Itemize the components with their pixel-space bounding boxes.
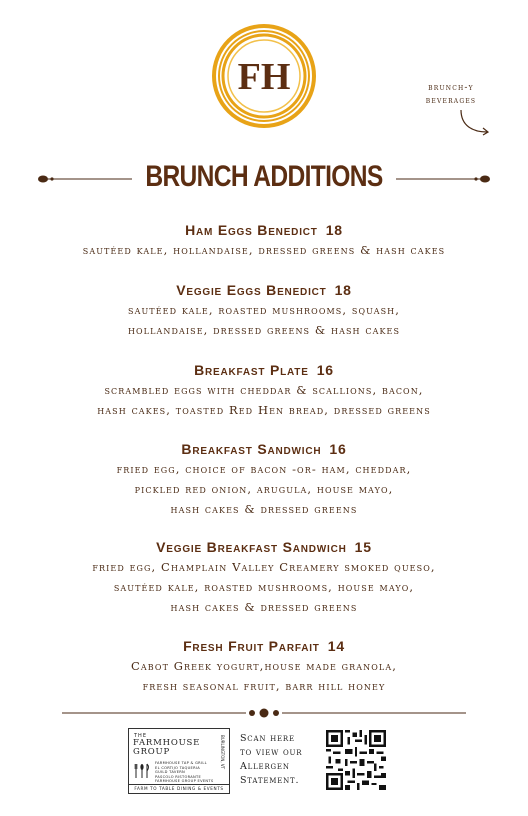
menu-item xyxy=(0,439,528,519)
fh-name-line2: GROUP xyxy=(133,747,171,757)
item-price: 16 xyxy=(316,362,334,378)
item-name: Breakfast Sandwich xyxy=(181,441,322,457)
menu-item xyxy=(0,280,528,340)
menu-item xyxy=(0,220,528,260)
item-name: Fresh Fruit Parfait xyxy=(183,638,320,654)
fh-venue: GUILD TAVERN xyxy=(155,770,186,775)
qr-code-icon[interactable] xyxy=(326,730,386,790)
item-price: 18 xyxy=(334,282,352,298)
item-desc-line: sautéed kale, roasted mushrooms, squash, xyxy=(127,303,400,317)
menu-item xyxy=(0,360,528,420)
item-desc-line: fried egg, Champlain Valley Creamery smoked queso, xyxy=(92,560,436,574)
item-price: 15 xyxy=(354,539,372,555)
fh-venue: FARMHOUSE TAP & GRILL xyxy=(155,761,207,765)
item-desc-line: hollandaise, dressed greens & hash cakes xyxy=(127,323,401,337)
scan-line: Statement. xyxy=(240,775,300,786)
logo-text: FH xyxy=(237,56,291,98)
decorative-rule-right xyxy=(396,172,492,186)
fh-venue: PASCOLO RISTORANTE xyxy=(155,774,202,779)
section-title: BRUNCH ADDITIONS xyxy=(145,160,383,193)
brunchy-beverages-link[interactable] xyxy=(398,82,504,108)
item-desc-line: scrambled eggs with cheddar & scallions, bacon, xyxy=(104,383,424,397)
item-desc-line: sautéed kale, roasted mushrooms, house mayo, xyxy=(113,580,415,594)
item-desc-line: hash cakes, toasted Red Hen bread, dressed greens xyxy=(97,403,431,417)
item-desc-line: fried egg, choice of bacon -or- ham, cheddar, xyxy=(116,462,412,476)
curved-arrow-icon[interactable] xyxy=(455,108,491,136)
item-name: Veggie Eggs Benedict xyxy=(176,282,327,298)
fh-venue: FARMHOUSE GROUP EVENTS xyxy=(155,779,214,784)
utensils-icon xyxy=(133,762,151,780)
fh-the: THE xyxy=(134,733,147,739)
fh-venue: EL CORTIJO TAQUERIA xyxy=(155,765,201,770)
item-name: Ham Eggs Benedict xyxy=(185,222,318,238)
item-desc-line: fresh seasonal fruit, barr hill honey xyxy=(142,679,386,693)
menu-item xyxy=(0,537,528,617)
fh-tagline: FARM TO TABLE DINING & EVENTS xyxy=(129,784,229,791)
item-price: 16 xyxy=(329,441,347,457)
nav-note-line2: beverages xyxy=(425,96,477,106)
section-header xyxy=(36,160,492,200)
item-desc-line: sautéed kale, hollandaise, dressed greens & hash cakes xyxy=(82,243,446,257)
scan-line: to view our xyxy=(240,747,303,758)
item-desc-line: Cabot Greek yogurt,house made granola, xyxy=(131,659,397,673)
item-name: Veggie Breakfast Sandwich xyxy=(156,539,347,555)
item-desc-line: pickled red onion, arugula, house mayo, xyxy=(134,482,394,496)
menu-item xyxy=(0,636,528,696)
fh-logo xyxy=(211,23,317,129)
bottom-divider xyxy=(62,706,466,720)
scan-line: Scan here xyxy=(240,733,295,744)
fh-venues xyxy=(155,761,213,784)
item-desc-line: hash cakes & dressed greens xyxy=(170,502,358,516)
allergen-scan-text xyxy=(240,732,316,788)
item-price: 14 xyxy=(327,638,345,654)
item-desc-line: hash cakes & dressed greens xyxy=(170,600,358,614)
item-price: 18 xyxy=(325,222,343,238)
nav-note-line1: brunch-y xyxy=(428,83,474,93)
fh-location: BURLINGTON, VT xyxy=(220,735,225,770)
farmhouse-group-logo xyxy=(128,728,230,794)
fh-name-line1: FARMHOUSE xyxy=(133,738,201,748)
item-name: Breakfast Plate xyxy=(194,362,309,378)
scan-line: Allergen xyxy=(240,761,290,772)
